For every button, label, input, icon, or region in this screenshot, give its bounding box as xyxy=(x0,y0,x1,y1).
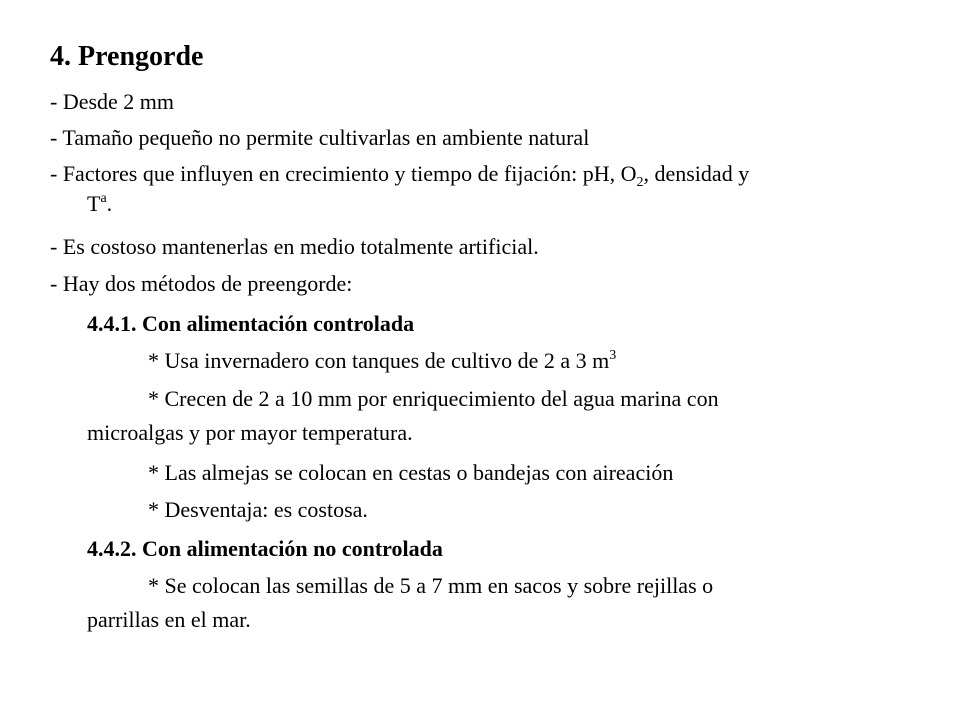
controlled-item-disadvantage: * Desventaja: es costosa. xyxy=(148,497,368,522)
controlled-item-growth-line2: microalgas y por mayor temperatura. xyxy=(87,420,413,445)
bullet-methods: - Hay dos métodos de preengorde: xyxy=(50,271,353,296)
temperature-superscript: a xyxy=(100,191,107,206)
bullet-factors-text: - Factores que influyen en crecimiento y tiempo de fijación: pH, O xyxy=(50,161,637,186)
oxygen-subscript: 2 xyxy=(636,175,644,190)
section-heading-uncontrolled: 4.4.2. Con alimentación no controlada xyxy=(87,536,443,561)
controlled-item-greenhouse xyxy=(148,348,616,374)
uncontrolled-item-line2: parrillas en el mar. xyxy=(87,607,251,632)
cubic-superscript: 3 xyxy=(609,348,617,363)
bullet-factors-continuation xyxy=(87,191,112,217)
bullet-factors xyxy=(50,161,750,190)
controlled-item-growth-line1: * Crecen de 2 a 10 mm por enriquecimiento del agua marina con xyxy=(148,386,719,411)
bullet-factors-period: . xyxy=(106,191,113,216)
bullet-size-start: - Desde 2 mm xyxy=(50,89,175,114)
temperature-symbol: T xyxy=(87,191,101,216)
section-heading-controlled: 4.4.1. Con alimentación controlada xyxy=(87,311,415,336)
uncontrolled-item-line1: * Se colocan las semillas de 5 a 7 mm en sacos y sobre rejillas o xyxy=(148,573,714,598)
controlled-item-greenhouse-text: * Usa invernadero con tanques de cultivo de 2 a 3 m xyxy=(148,348,610,373)
bullet-costly: - Es costoso mantenerlas en medio totalmente artificial. xyxy=(50,234,539,259)
bullet-factors-text-end: , densidad y xyxy=(643,161,750,186)
controlled-item-baskets: * Las almejas se colocan en cestas o bandejas con aireación xyxy=(148,460,674,485)
bullet-small-size: - Tamaño pequeño no permite cultivarlas en ambiente natural xyxy=(50,125,590,150)
slide-title: 4. Prengorde xyxy=(50,41,204,72)
